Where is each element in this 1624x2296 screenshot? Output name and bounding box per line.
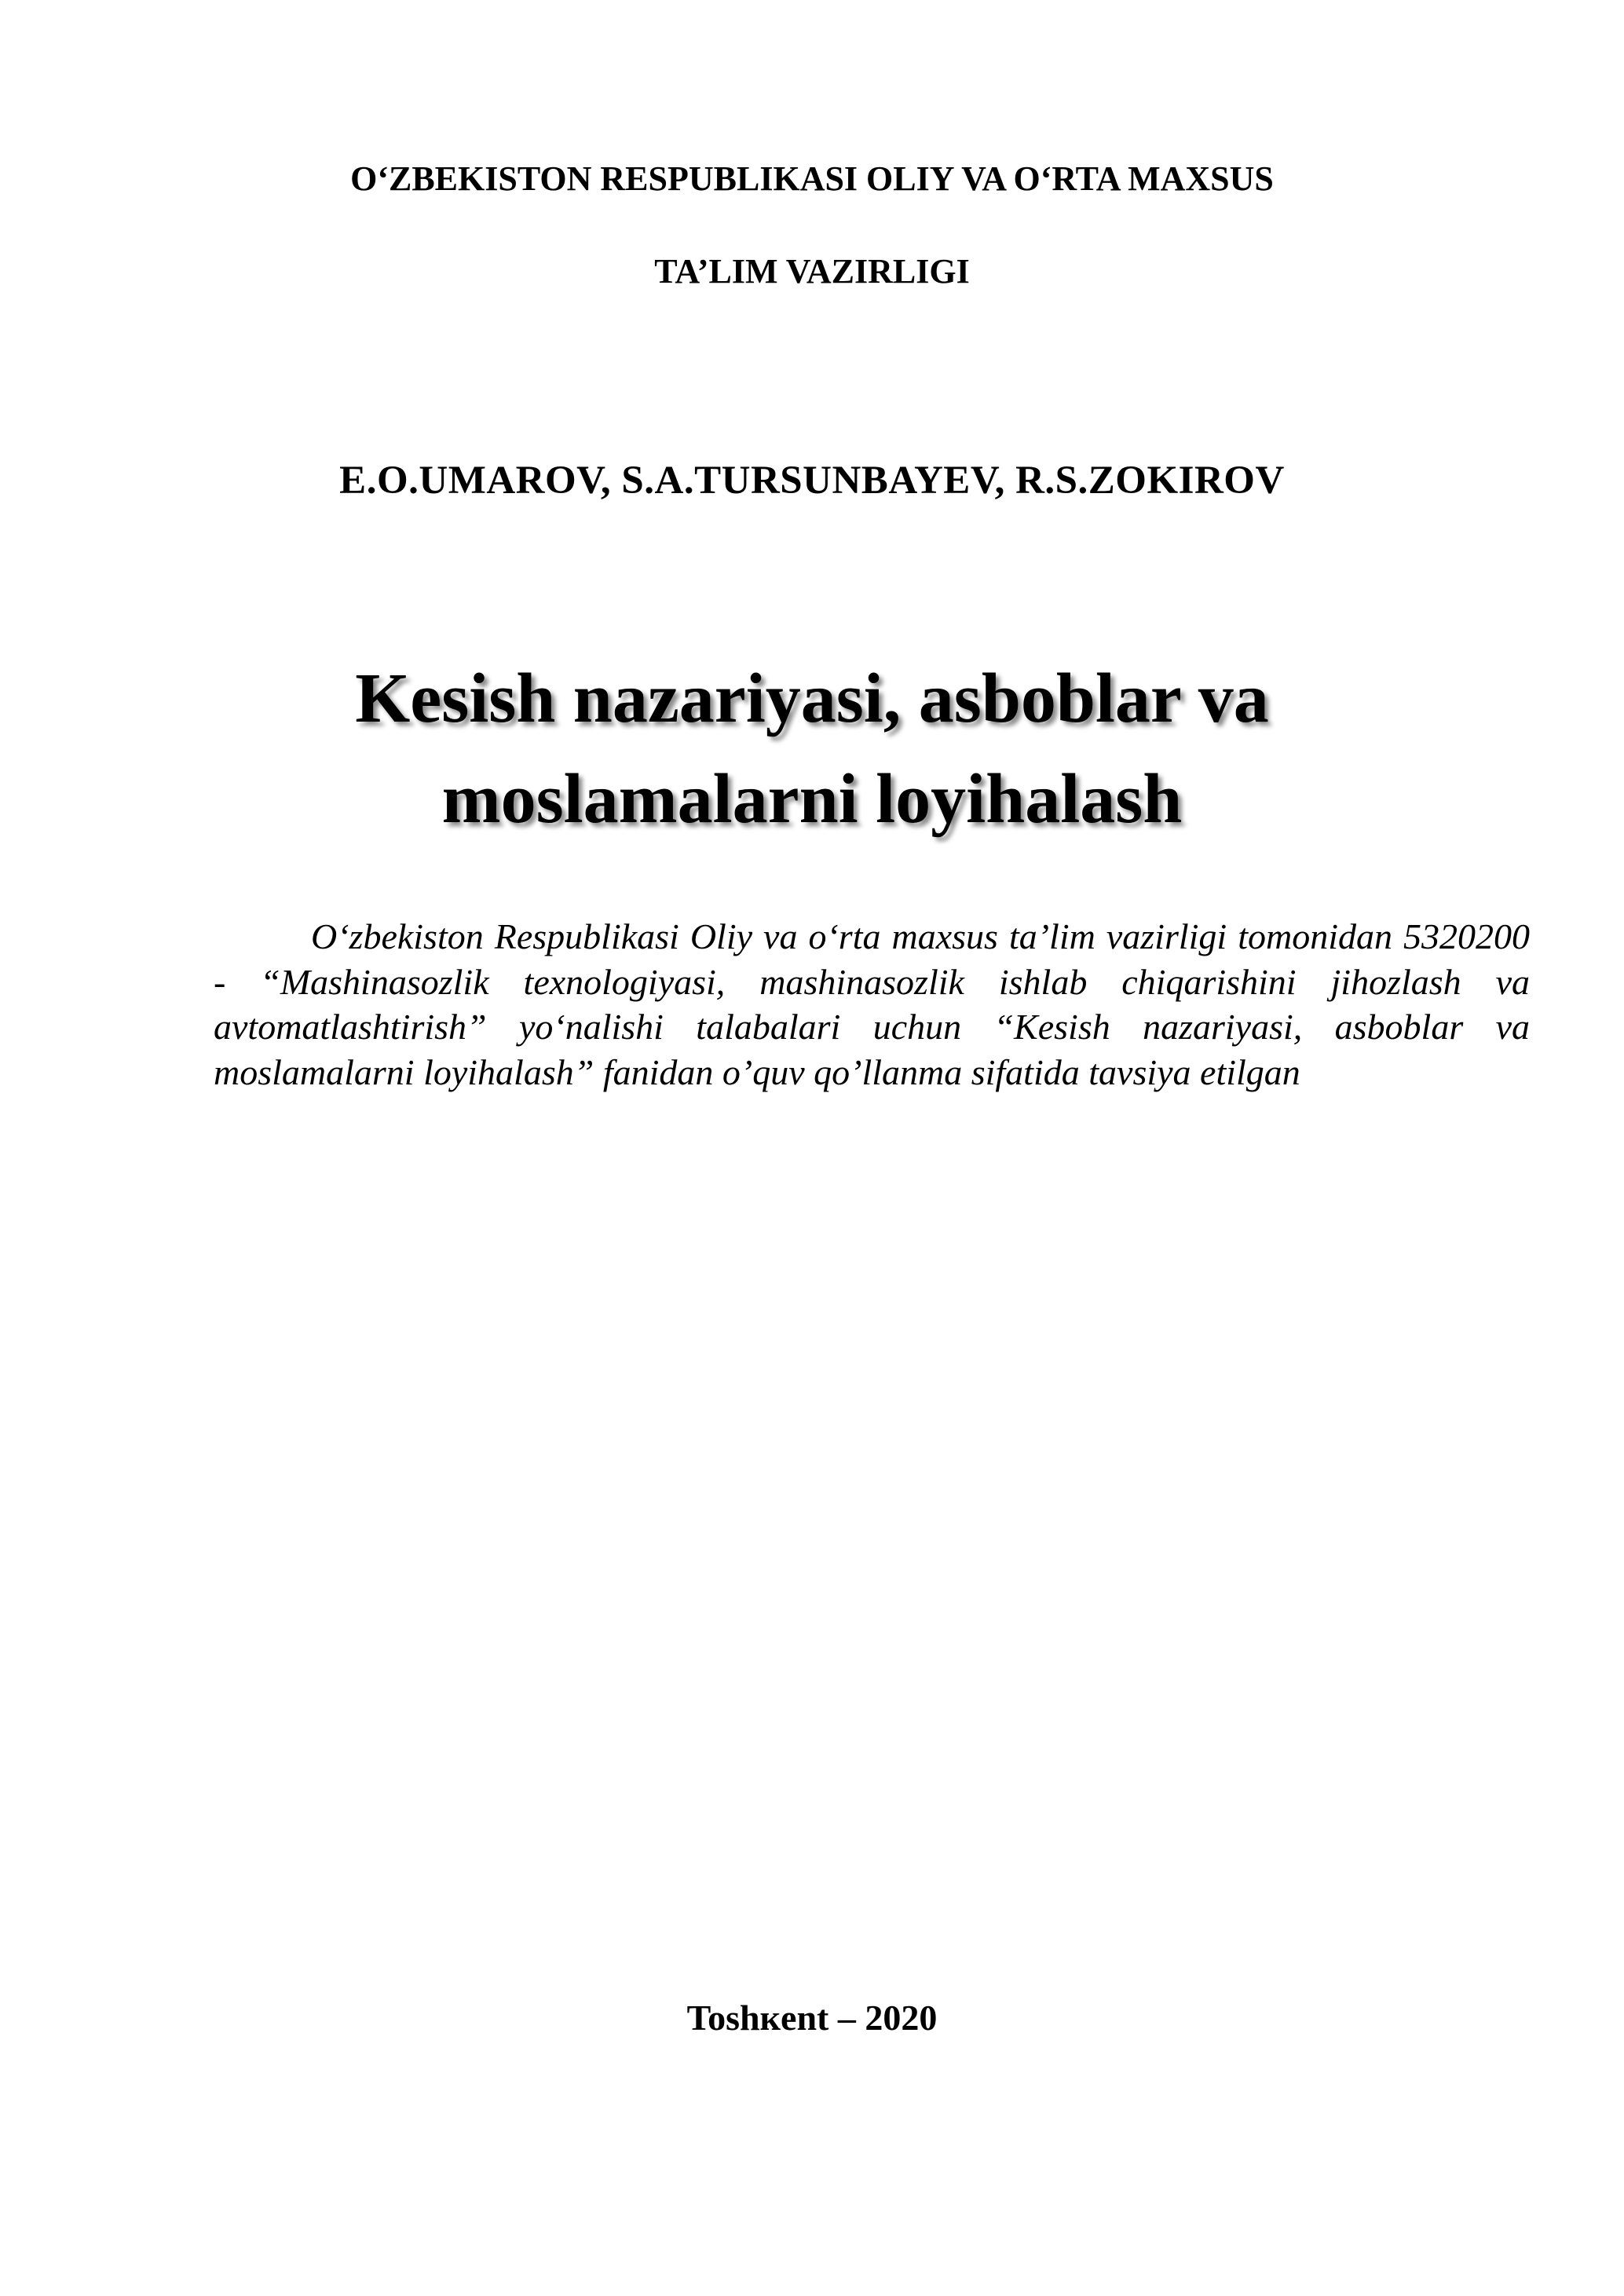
authors: E.O.UMAROV, S.A.TURSUNBAYEV, R.S.ZOKIROV xyxy=(339,459,1285,503)
ministry-name-line-1: O‘ZBEKISTON RESPUBLIKASI OLIY VA O‘RTA MAXSUS xyxy=(350,159,1274,198)
book-title-line-1: Kesish nazariyasi, asboblar va xyxy=(355,660,1269,737)
city-and-year: Toshкent – 2020 xyxy=(686,1998,938,2038)
ministry-name-line-2: TA’LIM VAZIRLIGI xyxy=(654,252,970,291)
approval-statement: O‘zbekiston Respublikasi Oliy va o‘rta maxsus ta’lim vazirligi tomonidan 5320200 - “Mashinasozlik texnologiyasi, mashinasozlik ishlab chiqarishini jihozlash va avtomatlashtirish” yo‘nalishi talabalari uchun “Kesish nazariyasi, asboblar va moslamalarni loyihalash” fanidan o’quv qo’llanma sifatida tavsiya etilgan xyxy=(214,916,1530,1092)
book-title-line-2: moslamalarni loyihalash xyxy=(441,760,1183,838)
